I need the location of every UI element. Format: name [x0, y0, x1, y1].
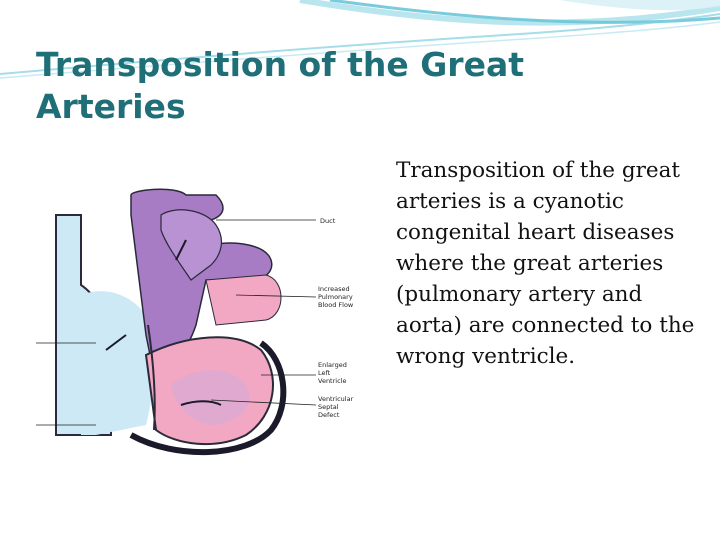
label-vsd-3: Defect: [318, 411, 340, 419]
label-blood-flow-1: Increased: [318, 285, 350, 293]
label-blood-flow-3: Blood Flow: [318, 301, 354, 309]
label-vsd-1: Ventricular: [318, 395, 354, 403]
slide-body-text: Transposition of the great arteries is a cyanotic congenital heart diseases where the great arteries (pulmonary artery and aorta) are connected to the wrong ventricle.: [396, 158, 695, 369]
label-duct: Duct: [320, 217, 336, 225]
heart-diagram: [36, 185, 356, 465]
heart-diagram-svg: [36, 185, 356, 465]
label-left-ventricle-3: Ventricle: [318, 377, 347, 385]
slide-title: Transposition of the Great Arteries: [36, 45, 524, 126]
label-left-ventricle-1: Enlarged: [318, 361, 347, 369]
label-vsd-2: Septal: [318, 403, 339, 411]
label-left-ventricle-2: Left: [318, 369, 331, 377]
label-blood-flow-2: Pulmonary: [318, 293, 353, 301]
pulmonary-vessel-pink: [206, 275, 281, 325]
